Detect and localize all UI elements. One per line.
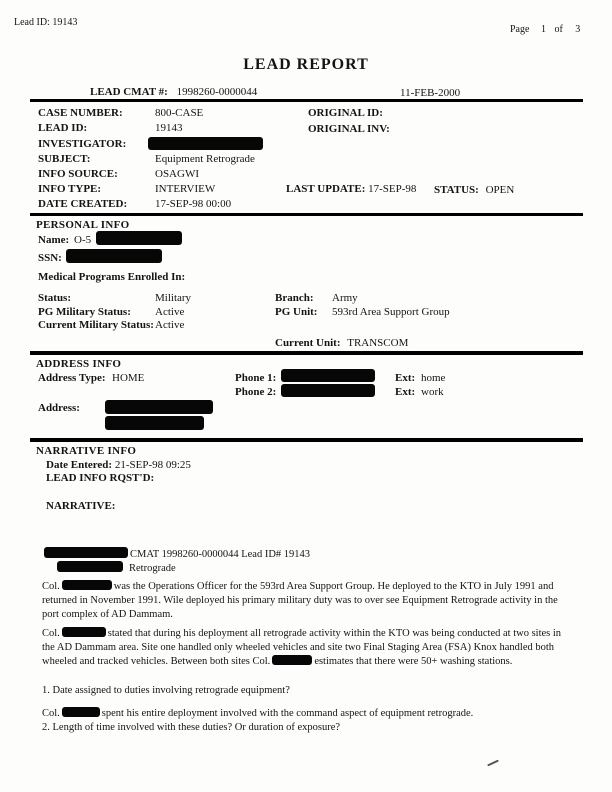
cmat-line xyxy=(90,86,257,99)
current-unit-line xyxy=(275,337,408,350)
case-number-value: 800-CASE xyxy=(155,107,204,119)
investigator-label: INVESTIGATOR: xyxy=(38,138,127,150)
ext1-value: home xyxy=(421,372,446,384)
current-military-status-value: Active xyxy=(155,319,185,331)
para1-col-prefix: Col. xyxy=(42,581,60,592)
current-unit-value: TRANSCOM xyxy=(347,337,409,349)
lead-info-rqstd-label: LEAD INFO RQST'D: xyxy=(46,472,155,484)
redaction-bar xyxy=(62,707,100,717)
redaction-bar xyxy=(62,580,112,590)
horizontal-rule xyxy=(30,99,583,102)
name-label: Name: xyxy=(38,234,70,246)
para2-text-1: stated that during his deployment all retrograde activity within the KTO was being conducted at two sites in the AD Dammam area. Site one handled only wheeled vehicles and site two Final Staging Area (FSA) Knox handled both wheeled and tracked vehicles. Between both sites Col. xyxy=(42,628,562,667)
status-field-value: Military xyxy=(155,292,192,304)
cmat-value: 1998260-0000044 xyxy=(176,86,258,98)
lead-id-header: Lead ID: 19143 xyxy=(14,17,78,28)
para2-text-2: estimates that there were 50+ washing stations. xyxy=(314,656,513,667)
para1-text: was the Operations Officer for the 593rd Area Support Group. He deployed to the KTO in July 1991 and returned in November 1991. Wile deployed his primary military duty was to over see Equipment Retrograde activity in the port complex of AD Dammam. xyxy=(42,581,558,620)
pg-unit-label: PG Unit: xyxy=(275,306,318,318)
report-title: LEAD REPORT xyxy=(243,56,369,73)
question-1: 1. Date assigned to duties involving retrograde equipment? xyxy=(42,685,290,696)
narrative-info-heading: NARRATIVE INFO xyxy=(36,445,137,457)
status-value: OPEN xyxy=(485,184,515,196)
info-source-label: INFO SOURCE: xyxy=(38,168,118,180)
page-total: 3 xyxy=(575,24,581,35)
pg-military-status-label: PG Military Status: xyxy=(38,306,131,318)
address-label: Address: xyxy=(38,402,80,414)
narrative-paragraph-1 xyxy=(42,580,572,622)
narrative-paragraph-2 xyxy=(42,627,572,669)
personal-info-heading: PERSONAL INFO xyxy=(36,219,130,231)
date-entered-line xyxy=(46,459,191,472)
redaction-bar xyxy=(44,547,128,558)
ext2-label: Ext: xyxy=(395,386,416,398)
subject-label: SUBJECT: xyxy=(38,153,91,165)
original-id-label: ORIGINAL ID: xyxy=(308,107,383,119)
redaction-bar xyxy=(96,231,182,245)
pg-unit-value: 593rd Area Support Group xyxy=(332,306,450,318)
page-number: 1 xyxy=(540,24,546,35)
last-update-value: 17-SEP-98 xyxy=(368,183,417,195)
page-indicator xyxy=(510,23,580,36)
info-source-value: OSAGWI xyxy=(155,168,199,180)
date-entered-value: 21-SEP-98 09:25 xyxy=(114,459,191,471)
name-grade: O-5 xyxy=(74,234,92,246)
last-update-label: LAST UPDATE: xyxy=(286,183,366,195)
ext2-value: work xyxy=(421,386,444,398)
redaction-bar xyxy=(105,416,204,430)
ref-line-text: CMAT 1998260-0000044 Lead ID# 19143 xyxy=(130,549,311,560)
horizontal-rule xyxy=(30,438,583,442)
status-field-label: Status: xyxy=(38,292,72,304)
redaction-bar xyxy=(66,249,162,263)
current-unit-label: Current Unit: xyxy=(275,337,341,349)
address-type-value: HOME xyxy=(112,372,145,384)
date-created-value: 17-SEP-98 00:00 xyxy=(155,198,232,210)
lead-id-label: LEAD ID: xyxy=(38,122,88,134)
date-created-label: DATE CREATED: xyxy=(38,198,128,210)
original-inv-label: ORIGINAL INV: xyxy=(308,123,390,135)
report-date: 11-FEB-2000 xyxy=(400,87,461,99)
narrative-ref-line xyxy=(42,547,310,561)
ext1-label: Ext: xyxy=(395,372,416,384)
para2-col-prefix: Col. xyxy=(42,628,60,639)
answer1-text: spent his entire deployment involved with the command aspect of equipment retrograde. xyxy=(101,708,474,719)
redaction-bar xyxy=(281,384,375,397)
subject-value: Equipment Retrograde xyxy=(155,153,255,165)
phone2-label: Phone 2: xyxy=(235,386,277,398)
ssn-label: SSN: xyxy=(38,252,62,264)
medical-programs-label: Medical Programs Enrolled In: xyxy=(38,271,186,283)
redaction-bar xyxy=(57,561,123,572)
lead-id-value: 19143 xyxy=(155,122,183,134)
answer1-col-prefix: Col. xyxy=(42,708,60,719)
address-type-label: Address Type: xyxy=(38,372,106,384)
current-military-status-label: Current Military Status: xyxy=(38,319,154,331)
info-type-label: INFO TYPE: xyxy=(38,183,102,195)
page-of-label: of xyxy=(554,24,563,35)
info-type-value: INTERVIEW xyxy=(155,183,216,195)
branch-label: Branch: xyxy=(275,292,314,304)
phone1-label: Phone 1: xyxy=(235,372,277,384)
narrative-label: NARRATIVE: xyxy=(46,500,116,512)
narrative-subject-line xyxy=(55,561,176,575)
address-info-heading: ADDRESS INFO xyxy=(36,358,122,370)
last-update-line xyxy=(286,183,416,196)
answer-1 xyxy=(42,707,572,721)
status-label: STATUS: xyxy=(434,184,479,196)
pg-military-status-value: Active xyxy=(155,306,185,318)
status-line xyxy=(434,184,514,197)
horizontal-rule xyxy=(30,351,583,355)
redaction-bar xyxy=(281,369,375,382)
stray-pen-mark xyxy=(487,760,499,767)
subject-line-text: Retrograde xyxy=(129,563,176,574)
question-2: 2. Length of time involved with these duties? Or duration of exposure? xyxy=(42,722,341,733)
redaction-bar xyxy=(62,627,106,637)
redaction-bar xyxy=(148,137,263,150)
branch-value: Army xyxy=(332,292,358,304)
cmat-label: LEAD CMAT #: xyxy=(90,86,168,98)
case-number-label: CASE NUMBER: xyxy=(38,107,123,119)
redaction-bar xyxy=(105,400,213,414)
horizontal-rule xyxy=(30,213,583,216)
page-label: Page xyxy=(510,24,530,35)
redaction-bar xyxy=(272,655,312,665)
date-entered-label: Date Entered: xyxy=(46,459,113,471)
